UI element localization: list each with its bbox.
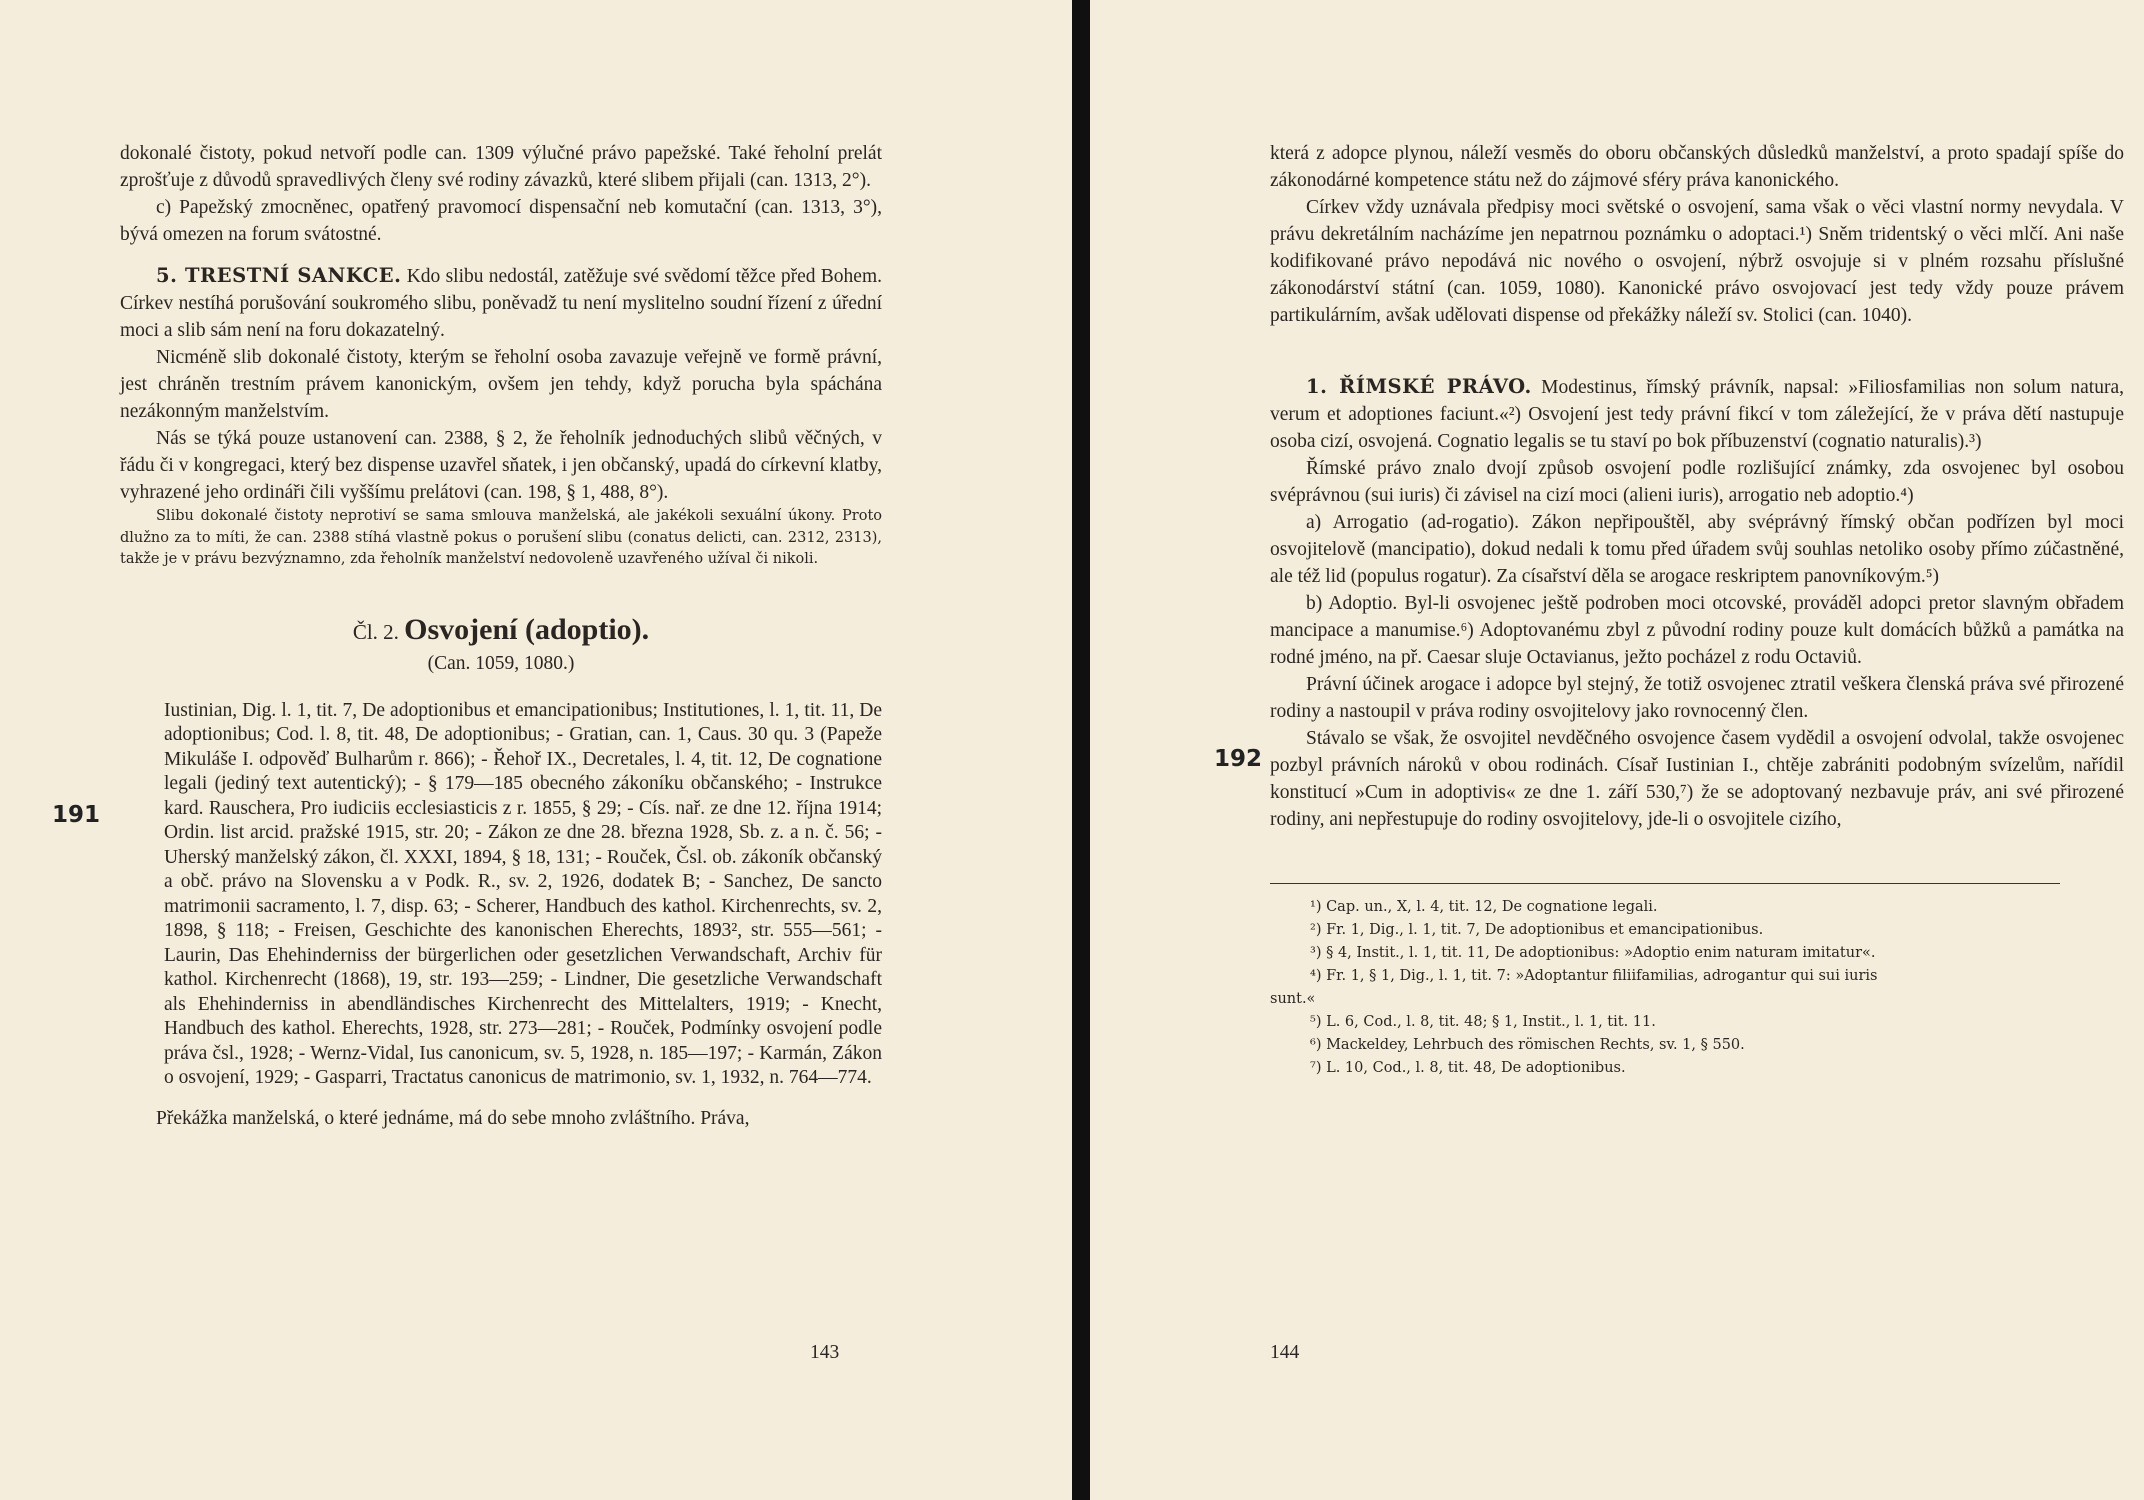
bibliography-block [164,699,882,1091]
section-1-paragraph [1270,373,2124,455]
footnote: ²) Fr. 1, Dig., l. 1, tit. 7, De adoptionibus et emancipationibus. [1310,922,1764,938]
page-number: 143 [810,1342,840,1363]
chapter-label: Čl. 2. [352,619,399,644]
paragraph: Římské právo znalo dvojí způsob osvojení podle rozlišující známky, zda osvojenec byl osobou svéprávnou (sui iuris) či závisel na cizí moci (alieni iuris), arrogatio neb adoptio.⁴) [1270,458,2124,506]
paragraph: dokonalé čistoty, pokud netvoří podle can. 1309 výlučné právo papežské. Také řeholní prelát zprošťuje z důvodů spravedlivých členy své rodiny závazků, které slibem přijali (can. 1313, 2°). [120,143,882,191]
margin-number: 192 [1214,746,1263,772]
left-text-column [120,140,882,1132]
paragraph: c) Papežský zmocněnec, opatřený pravomocí dispensační neb komutační (can. 1313, 3°), bývá omezen na forum svátostné. [120,197,882,245]
footnote-divider [1270,883,2060,884]
footnote-continuation: sunt.« [1270,991,1316,1007]
paragraph: Právní účinek arogace i adopce byl stejný, že totiž osvojenec ztratil veškera členská práva své přirozené rodiny a nastoupil v práva rodiny osvojitelovy jako rovnocenný člen. [1270,674,2124,722]
footnote: ⁶) Mackeldey, Lehrbuch des römischen Rechts, sv. 1, § 550. [1310,1037,1745,1053]
paragraph: a) Arrogatio (ad-rogatio). Zákon nepřipouštěl, aby svéprávný římský občan podřízen byl moci osvojitelově (mancipatio), dokud nedali k tomu před úřadem svůj souhlas netoliko osoby přímo zúčastněné, ale též lid (populus rogatur). Za císařství děla se arogace reskriptem panovníkovým.⁵) [1270,512,2124,587]
paragraph: Církev vždy uznávala předpisy moci světské o osvojení, sama však o věci vlastní normy nevydala. V právu dekretálním nacházíme jen nepatrnou poznámku o adoptaci.¹) Sněm tridentský o věci mlčí. Ani naše kodifikované právo nepodává nic nového o osvojení, nýbrž osvojuje si v plném rozsahu příslušné zákonodárství státní (can. 1059, 1080). Kanonické právo osvojovací jest tedy vždy pouze právem partikulárním, avšak udělovati dispense od překážky náleží sv. Stolici (can. 1040). [1270,197,2124,326]
chapter-heading [120,613,882,647]
section-heading: 1. ŘÍMSKÉ PRÁVO. [1306,375,1532,398]
footnote: ³) § 4, Instit., l. 1, tit. 11, De adoptionibus: »Adoptio enim naturam imitatur«. [1310,945,1876,961]
section-heading: 5. TRESTNÍ SANKCE. [156,264,402,287]
paragraph: b) Adoptio. Byl-li osvojenec ještě podroben moci otcovské, prováděl adopci pretor slavným obřadem mancipace a manumise.⁶) Adoptovanému zbyl z původní rodiny pouze kult domácích bůžků a památka na rodné jméno, na př. Caesar sluje Octavianus, ježto pocházel z rodu Octaviů. [1270,593,2124,668]
footnote: ⁵) L. 6, Cod., l. 8, tit. 48; § 1, Instit., l. 1, tit. 11. [1310,1014,1656,1030]
paragraph: Stávalo se však, že osvojitel nevděčného osvojence časem vydědil a osvojení odvolal, takže osvojenec pozbyl právních nároků v obou rodinách. Císař Iustinian I., chtěje zabrániti podobným svízelům, nařídil konstitucí »Cum in adoptivis« ze dne 1. září 530,⁷) že se adoptovaný nezbavuje práv, ani své přirozené rodiny, ani nepřestupuje do rodiny osvojitelovy, jde-li o osvojitele cizího, [1270,728,2124,830]
page-number: 144 [1270,1342,1300,1363]
section-text: Kdo slibu nedostál, zatěžuje své svědomí těžce před Bohem. Církev nestíhá porušování soukromého slibu, poněvadž tu není myslitelno soudní řízení z úřední moci a slib sám není na foru dokazatelný. [120,266,882,341]
paragraph: Nicméně slib dokonalé čistoty, kterým se řeholní osoba zavazuje veřejně ve formě právní, jest chráněn trestním právem kanonickým, ovšem jen tehdy, když porucha byla spáchána nezákonným manželstvím. [120,347,882,422]
bibliography-text: Iustinian, Dig. l. 1, tit. 7, De adoptionibus et emancipationibus; Institutiones, l. 1, tit. 11, De adoptionibus; Cod. l. 8, tit. 48, De adoptionibus; - Gratian, can. 1, Caus. 30 qu. 3 (Papeže Mikuláše I. odpověď Bulharům r. 866); - Řehoř IX., Decretales, l. 4, tit. 12, De cognatione legali (jediný text autentický); - § 179—185 obecného zákoníku občanského; - Instrukce kard. Rauschera, Pro iudiciis ecclesiasticis z r. 1855, § 29; - Cís. nař. ze dne 12. října 1914; Ordin. list arcid. pražské 1915, str. 20; - Zákon ze dne 28. března 1928, Sb. z. a n. č. 56; - Uherský manželský zákon, čl. XXXI, 1894, § 18, 131; - Rouček, Čsl. ob. zákoník občanský a obč. právo na Slovensku a v Podk. R., sv. 2, 1926, dodatek B; - Sanchez, De sancto matrimonii sacramento, l. 7, disp. 63; - Scherer, Handbuch des kathol. Kirchenrechts, sv. 2, 1898, § 118; - Freisen, Geschichte des kanonischen Eherechts, 1893², str. 555—561; - Laurin, Das Ehehinderniss der bürgerlichen oder gesetzlichen Verwandschaft, Archiv für kathol. Kirchenrecht (1868), 19, str. 193—259; - Lindner, Die gesetzliche Verwandschaft als Ehehinderniss in abendländisches Kirchenrecht des Mittelalters, 1919; - Knecht, Handbuch des kathol. Eherechts, 1928, str. 273—281; - Rouček, Podmínky osvojení podle práva čsl., 1928; - Wernz-Vidal, Ius canonicum, sv. 5, 1928, n. 185—197; - Karmán, Zákon o osvojení, 1929; - Gasparri, Tractatus canonicus de matrimonio, sv. 1, 1932, n. 764—774. [164,699,882,1088]
margin-number: 191 [52,802,101,828]
right-page [1090,0,2144,1500]
footnote: ⁴) Fr. 1, § 1, Dig., l. 1, tit. 7: »Adoptantur filiifamilias, adrogantur qui sui iuris [1310,968,1878,984]
paragraph: Nás se týká pouze ustanovení can. 2388, § 2, že řeholník jednoduchých slibů věčných, v řádu či v kongregaci, který bez dispense uzavřel sňatek, i jen občanský, upadá do církevní klatby, vyhrazené jeho ordináři čili vyššímu prelátovi (can. 198, § 1, 488, 8°). [120,428,882,503]
small-print-note: Slibu dokonalé čistoty neprotiví se sama smlouva manželská, ale jakékoli sexuální úkony. Proto dlužno za to míti, že can. 2388 stíhá vlastně pokus o porušení slibu (conatus delicti, can. 2312, 2313), takže je v právu bezvýznamno, zda řeholník manželství nedovoleně uzavřeného užíval či nikoli. [120,508,882,567]
section-5-paragraph [120,262,882,344]
right-text-column [1270,140,2124,1080]
section-text: Modestinus, římský právník, napsal: »Filiosfamilias non solum natura, verum et adoptiones faciunt.«²) Osvojení jest tedy právní fikcí v tom záležející, že v práva dětí nastupuje osoba cizí, osvojená. Cognatio legalis se tu staví po bok příbuzenství (cognatio naturalis).³) [1270,377,2124,452]
paragraph: Překážka manželská, o které jednáme, má do sebe mnoho zvláštního. Práva, [156,1107,750,1129]
footnote: ¹) Cap. un., X, l. 4, tit. 12, De cognatione legali. [1310,899,1658,915]
footnote: ⁷) L. 10, Cod., l. 8, tit. 48, De adoptionibus. [1310,1060,1626,1076]
paragraph: která z adopce plynou, náleží vesměs do oboru občanských důsledků manželství, a proto spadají spíše do zákonodárné kompetence státu než do zájmové sféry práva kanonického. [1270,143,2124,191]
chapter-canons: (Can. 1059, 1080.) [427,652,575,674]
chapter-title: Osvojení (adoptio). [404,612,650,646]
